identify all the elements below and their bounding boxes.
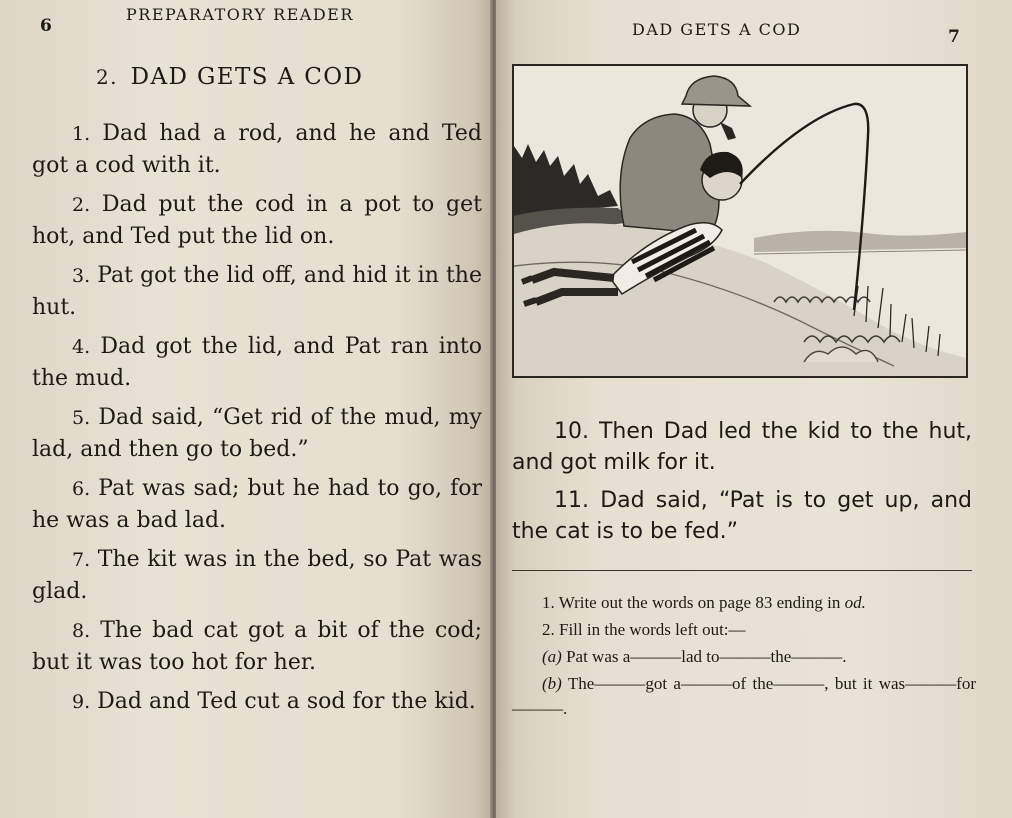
fishing-illustration (512, 64, 968, 378)
paragraph-number: 6. (72, 478, 91, 500)
paragraph-number: 4. (72, 336, 91, 358)
exercises (512, 590, 976, 723)
exercise-subitem (512, 644, 976, 669)
story-paragraph (32, 615, 482, 679)
paragraph-text: The kit was in the bed, so Pat was glad. (32, 547, 482, 604)
paragraph-number: 11. (554, 488, 589, 513)
story-paragraph (32, 189, 482, 253)
paragraph-text: The bad cat got a bit of the cod; but it was too hot for her. (32, 618, 483, 675)
paragraph-text: Dad got the lid, and Pat ran into the mud. (32, 334, 482, 391)
story-text-continued (512, 416, 972, 554)
paragraph-number: 1. (72, 123, 91, 145)
running-head: PREPARATORY READER (126, 5, 354, 24)
exercise-sublabel: (a) (542, 647, 562, 666)
exercise-item (512, 617, 976, 642)
page-number: 6 (40, 16, 52, 36)
chapter-title (96, 64, 363, 90)
fishing-scene-drawing (514, 66, 966, 376)
paragraph-text: Dad said, “Get rid of the mud, my lad, and then go to bed.” (32, 405, 482, 462)
exercise-subitem (512, 671, 976, 721)
paragraph-number: 5. (72, 407, 91, 429)
section-divider (512, 570, 972, 571)
story-paragraph (32, 260, 482, 324)
exercise-number: 1. (542, 593, 555, 612)
story-paragraph (32, 118, 482, 182)
paragraph-number: 9. (72, 691, 91, 713)
exercise-subtext: Pat was a———lad to———the———. (566, 647, 847, 666)
left-page (0, 0, 494, 818)
story-paragraph (32, 473, 482, 537)
paragraph-text: Dad and Ted cut a sod for the kid. (97, 689, 476, 714)
story-paragraph (512, 416, 972, 478)
exercise-text: Fill in the words left out:— (559, 620, 746, 639)
paragraph-text: Then Dad led the kid to the hut, and got milk for it. (512, 419, 972, 475)
paragraph-text: Pat got the lid off, and hid it in the hut. (32, 263, 482, 320)
paragraph-number: 2. (72, 194, 91, 216)
exercise-subtext: The———got a———of the———, but it was———for———. (512, 674, 976, 718)
right-page (496, 0, 1012, 818)
story-paragraph (32, 402, 482, 466)
paragraph-text: Pat was sad; but he had to go, for he was a bad lad. (32, 476, 482, 533)
chapter-title-text: DAD GETS A COD (130, 64, 364, 90)
paragraph-number: 3. (72, 265, 91, 287)
paragraph-text: Dad put the cod in a pot to get hot, and Ted put the lid on. (32, 192, 482, 249)
exercise-sublabel: (b) (542, 674, 562, 693)
story-paragraph (32, 544, 482, 608)
story-text (32, 118, 482, 725)
story-paragraph (512, 485, 972, 547)
paragraph-text: Dad said, “Pat is to get up, and the cat is to be fed.” (512, 488, 972, 544)
paragraph-number: 7. (72, 549, 91, 571)
exercise-text: Write out the words on page 83 ending in (558, 593, 841, 612)
page-number: 7 (948, 27, 960, 47)
story-paragraph (32, 686, 482, 718)
paragraph-number: 8. (72, 620, 91, 642)
exercise-item (512, 590, 976, 615)
paragraph-number: 10. (554, 419, 589, 444)
chapter-number: 2. (96, 65, 118, 89)
running-head: DAD GETS A COD (632, 20, 802, 39)
exercise-ending: od. (844, 593, 866, 612)
story-paragraph (32, 331, 482, 395)
paragraph-text: Dad had a rod, and he and Ted got a cod with it. (32, 121, 482, 178)
exercise-number: 2. (542, 620, 555, 639)
